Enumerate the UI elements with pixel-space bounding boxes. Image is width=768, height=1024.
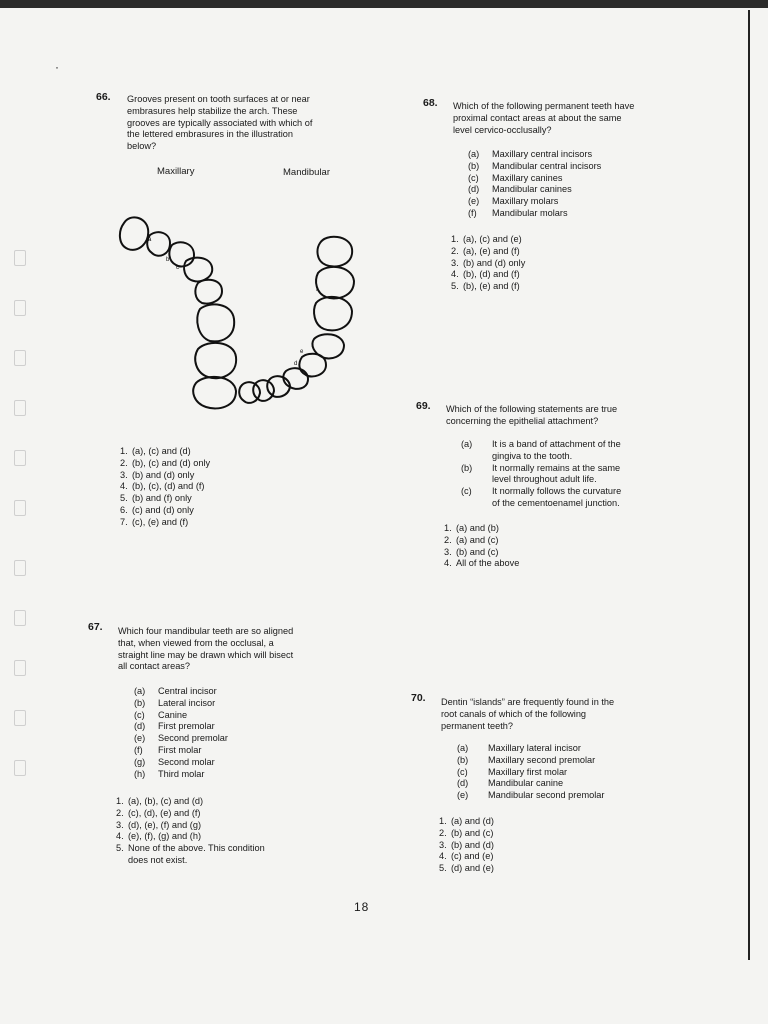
q67-option: (b) Lateral incisor (134, 697, 216, 708)
q68-option: (c) Maxillary canines (468, 172, 563, 183)
q69-options (461, 439, 701, 510)
q68-answer: 5. (b), (e) and (f) (451, 281, 520, 292)
q69-option: gingiva to the tooth. (492, 450, 573, 461)
q67-stem-line: Which four mandibular teeth are so aligned (118, 626, 294, 636)
q66-answer: 5. (b) and (f) only (120, 493, 192, 504)
q70-answers (439, 816, 639, 875)
q67-stem (118, 626, 368, 673)
q66-stem-line: Grooves present on tooth surfaces at or near (127, 94, 310, 104)
mandibular-tooth (316, 267, 354, 299)
q69-number: 69. (416, 400, 431, 412)
q67-answer: 1. (a), (b), (c) and (d) (116, 796, 204, 806)
q67-option: (h) Third molar (134, 768, 205, 779)
q69-stem-line: concerning the epithelial attachment? (446, 415, 599, 426)
q67-number: 67. (88, 621, 103, 633)
q68-stem-line: level cervico-occlusally? (453, 124, 552, 135)
q70-stem-line: root canals of which of the following (441, 708, 587, 719)
q67-stem-line: that, when viewed from the occlusal, a (118, 637, 274, 648)
figure-label-maxillary: Maxillary (157, 166, 195, 177)
q68-stem-line: proximal contact areas at about the same (453, 112, 622, 123)
q70-stem-line: permanent teeth? (441, 720, 514, 731)
q66-stem-line: grooves are typically associated with which of (127, 117, 313, 128)
q69-option: level throughout adult life. (492, 474, 597, 485)
q68-option: (d) Mandibular canines (468, 184, 572, 195)
q69-option: (c) It normally follows the curvature (461, 486, 622, 497)
q66-number: 66. (96, 91, 111, 103)
q66-answer: 6. (c) and (d) only (120, 504, 194, 515)
q67-options (134, 686, 334, 780)
q69-option: (a) It is a band of attachment of the (461, 439, 621, 449)
q67-answers (116, 796, 336, 867)
q67-option: (c) Canine (134, 709, 188, 720)
mandibular-tooth (299, 354, 326, 377)
q69-answer: 4. All of the above (444, 558, 520, 569)
q66-answers (120, 446, 320, 529)
q67-option: (e) Second premolar (134, 733, 228, 744)
maxillary-tooth (195, 343, 236, 378)
q66-answer: 3. (b) and (d) only (120, 469, 195, 480)
q70-answer: 5. (d) and (e) (439, 863, 494, 874)
embrasure-letter-f: f (316, 287, 318, 293)
q67-answer: 5. None of the above. This condition (116, 843, 265, 854)
maxillary-tooth (193, 377, 236, 409)
q67-stem-line: all contact areas? (118, 661, 191, 672)
q69-stem (446, 404, 706, 428)
q67-answer: 4. (e), (f), (g) and (h) (116, 831, 202, 842)
q66-answer: 7. (c), (e) and (f) (120, 516, 189, 527)
q70-answer: 4. (c) and (e) (439, 851, 494, 862)
maxillary-tooth (197, 304, 234, 341)
maxillary-tooth (195, 280, 222, 304)
q68-option: (b) Mandibular central incisors (468, 160, 602, 171)
mandibular-tooth (267, 376, 290, 397)
q68-option: (f) Mandibular molars (468, 207, 568, 218)
q69-option: of the cementoenamel junction. (492, 497, 620, 508)
mandibular-tooth (239, 382, 260, 403)
embrasure-letter-c: c (176, 265, 179, 271)
q66-stem-line: the lettered embrasures in the illustration (127, 129, 293, 140)
q67-answer: 2. (c), (d), (e) and (f) (116, 807, 201, 818)
embrasure-letter-b: b (166, 257, 170, 263)
q68-answer: 3. (b) and (d) only (451, 257, 526, 268)
q69-answer: 3. (b) and (c) (444, 546, 499, 557)
dental-arch-figure (110, 205, 370, 415)
q70-option: (b) Maxillary second premolar (457, 754, 596, 765)
q68-number: 68. (423, 97, 438, 109)
q68-stem (453, 101, 713, 136)
q70-stem-line: Dentin “islands” are frequently found in the (441, 697, 615, 707)
scan-speck: · (55, 60, 59, 74)
q68-answer: 2. (a), (e) and (f) (451, 245, 520, 256)
q67-option: (g) Second molar (134, 756, 215, 767)
q70-option: (c) Maxillary first molar (457, 766, 568, 777)
q68-option: (a) Maxillary central incisors (468, 149, 593, 159)
q68-option: (e) Maxillary molars (468, 196, 559, 207)
q66-stem (127, 94, 377, 153)
q66-answer: 2. (b), (c) and (d) only (120, 457, 211, 468)
q69-answers (444, 523, 644, 570)
q67-stem-line: straight line may be drawn which will bisect (118, 649, 294, 660)
maxillary-tooth (184, 258, 212, 282)
q70-answer: 3. (b) and (d) (439, 839, 494, 850)
q68-stem-line: Which of the following permanent teeth have (453, 101, 635, 111)
q68-answer: 1. (a), (c) and (e) (451, 234, 522, 244)
q66-answer: 1. (a), (c) and (d) (120, 446, 191, 456)
q70-option: (a) Maxillary lateral incisor (457, 743, 581, 753)
q70-options (457, 743, 687, 802)
q67-answer: does not exist. (128, 854, 188, 865)
maxillary-tooth (120, 217, 148, 250)
maxillary-tooth (147, 232, 170, 256)
embrasure-letter-e: e (300, 349, 304, 355)
q67-option: (a) Central incisor (134, 686, 217, 696)
q69-stem-line: Which of the following statements are true (446, 404, 618, 414)
scan-top-edge (0, 0, 768, 8)
q68-options (468, 149, 688, 220)
maxillary-tooth (169, 242, 194, 266)
q69-answer: 2. (a) and (c) (444, 534, 499, 545)
q68-answers (451, 234, 651, 293)
q70-answer: 1. (a) and (d) (439, 816, 494, 826)
q68-answer: 4. (b), (d) and (f) (451, 269, 520, 280)
scan-right-edge (748, 10, 750, 960)
mandibular-tooth (318, 237, 353, 267)
q70-option: (d) Mandibular canine (457, 778, 564, 789)
q69-option: (b) It normally remains at the same (461, 462, 621, 473)
q66-stem-line: below? (127, 141, 157, 152)
q67-answer: 3. (d), (e), (f) and (g) (116, 819, 202, 830)
embrasure-letter-d: d (294, 361, 298, 367)
q66-answer: 4. (b), (c), (d) and (f) (120, 481, 205, 492)
q66-stem-line: embrasures help stabilize the arch. These (127, 105, 298, 116)
q70-option: (e) Mandibular second premolar (457, 790, 605, 801)
q67-option: (f) First molar (134, 744, 202, 755)
q67-option: (d) First premolar (134, 721, 215, 732)
q70-number: 70. (411, 692, 426, 704)
mandibular-tooth (253, 380, 274, 401)
embrasure-letter-a: a (148, 237, 152, 243)
q69-answer: 1. (a) and (b) (444, 523, 499, 533)
page-number: 18 (354, 900, 370, 914)
figure-label-mandibular: Mandibular (283, 167, 330, 178)
mandibular-tooth (314, 297, 352, 331)
q70-answer: 2. (b) and (c) (439, 827, 494, 838)
q70-stem (441, 697, 701, 732)
